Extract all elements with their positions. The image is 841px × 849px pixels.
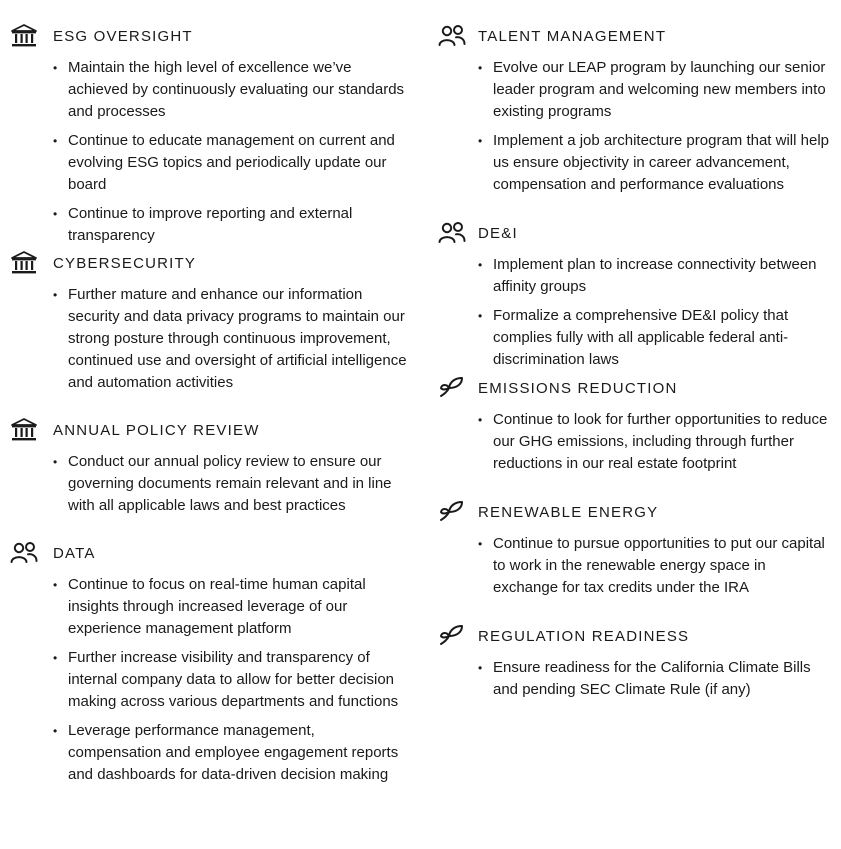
section-header xyxy=(428,376,841,400)
institution-icon xyxy=(10,251,38,275)
people-icon xyxy=(10,541,38,565)
list-item: • Continue to improve reporting and external transparency xyxy=(0,203,420,247)
section-title: CYBERSECURITY xyxy=(53,255,197,272)
section-title: RENEWABLE ENERGY xyxy=(478,504,659,521)
section-header xyxy=(0,541,420,565)
list-item: • Evolve our LEAP program by launching our senior leader program and welcoming new members into existing programs xyxy=(428,57,841,123)
bullet-list xyxy=(428,409,841,482)
section-header xyxy=(0,251,420,275)
section-title: ESG OVERSIGHT xyxy=(53,28,193,45)
bullet-list xyxy=(0,57,420,254)
list-item: • Continue to look for further opportunities to reduce our GHG emissions, including through further reductions in our real estate footprint xyxy=(428,409,841,475)
leaf-icon xyxy=(438,376,466,400)
bullet-list xyxy=(0,284,420,401)
section-dei xyxy=(428,221,841,368)
section-title: REGULATION READINESS xyxy=(478,628,690,645)
section-header xyxy=(0,24,420,48)
list-item: • Formalize a comprehensive DE&I policy that complies fully with all applicable federal anti-discrimination laws xyxy=(428,305,841,371)
leaf-icon xyxy=(438,500,466,524)
bullet-list xyxy=(428,57,841,203)
list-item: • Ensure readiness for the California Climate Bills and pending SEC Climate Rule (if any) xyxy=(428,657,841,701)
list-item: • Maintain the high level of excellence we’ve achieved by continuously evaluating our standards and processes xyxy=(0,57,420,123)
leaf-icon xyxy=(438,624,466,648)
people-icon xyxy=(438,24,466,48)
list-item: • Continue to educate management on current and evolving ESG topics and periodically update our board xyxy=(0,130,420,196)
institution-icon xyxy=(10,418,38,442)
list-item: • Continue to focus on real-time human capital insights through increased leverage of our experience management platform xyxy=(0,574,420,640)
list-item: • Leverage performance management, compensation and employee engagement reports and dashboards for data-driven decision making xyxy=(0,720,420,786)
section-esg-oversight xyxy=(0,24,420,244)
bullet-list xyxy=(428,657,841,708)
list-item: • Continue to pursue opportunities to put our capital to work in the renewable energy space in exchange for tax credits under the IRA xyxy=(428,533,841,599)
bullet-list xyxy=(428,254,841,378)
section-header xyxy=(428,624,841,648)
section-title: TALENT MANAGEMENT xyxy=(478,28,667,45)
list-item: • Implement a job architecture program that will help us ensure objectivity in career advancement, compensation and performance evaluations xyxy=(428,130,841,196)
list-item: • Conduct our annual policy review to ensure our governing documents remain relevant and in line with all applicable laws and best practices xyxy=(0,451,420,517)
list-item: • Implement plan to increase connectivity between affinity groups xyxy=(428,254,841,298)
list-item: • Further mature and enhance our information security and data privacy programs to maintain our strong posture through continuous improvement, continued use and oversight of artificial intelligence and automation activities xyxy=(0,284,420,394)
section-title: EMISSIONS REDUCTION xyxy=(478,380,678,397)
bullet-list xyxy=(428,533,841,606)
section-emissions-reduction xyxy=(428,376,841,472)
bullet-list xyxy=(0,451,420,524)
bullet-list xyxy=(0,574,420,793)
section-data xyxy=(0,541,420,783)
section-title: ANNUAL POLICY REVIEW xyxy=(53,422,260,439)
section-header xyxy=(428,24,841,48)
section-header xyxy=(0,418,420,442)
section-header xyxy=(428,221,841,245)
section-annual-policy-review xyxy=(0,418,420,514)
institution-icon xyxy=(10,24,38,48)
section-renewable-energy xyxy=(428,500,841,596)
people-icon xyxy=(438,221,466,245)
section-regulation-readiness xyxy=(428,624,841,698)
section-header xyxy=(428,500,841,524)
section-title: DE&I xyxy=(478,225,518,242)
section-talent-management xyxy=(428,24,841,193)
list-item: • Further increase visibility and transparency of internal company data to allow for better decision making across various departments and functions xyxy=(0,647,420,713)
section-cybersecurity xyxy=(0,251,420,391)
section-title: DATA xyxy=(53,545,96,562)
